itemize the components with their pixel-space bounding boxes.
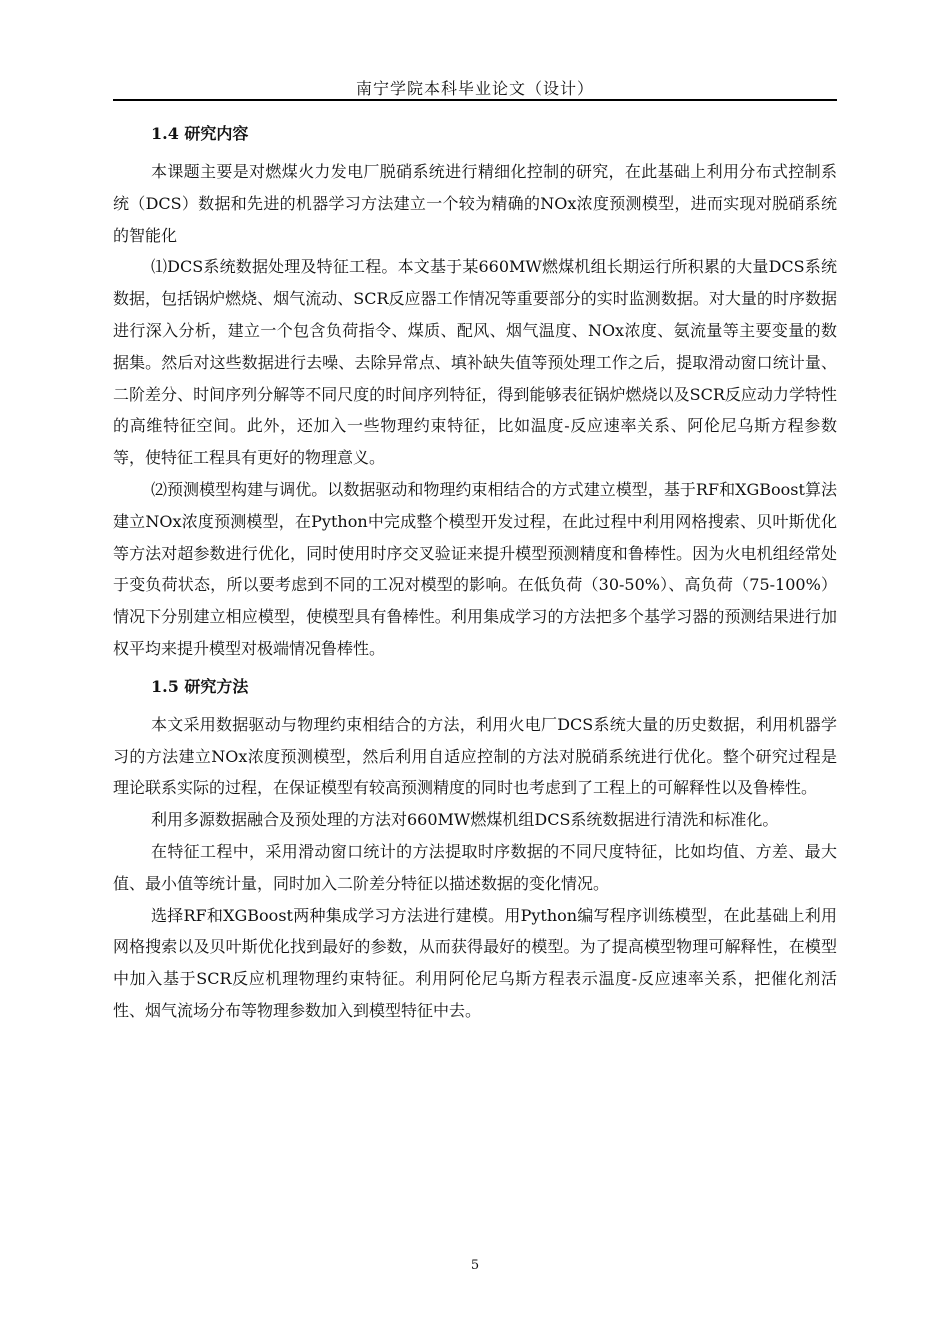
document-body [113, 118, 837, 1027]
section-heading-research-content: 1.4 研究内容 [151, 124, 249, 143]
paragraph: 本文采用数据驱动与物理约束相结合的方法，利用火电厂DCS系统大量的历史数据，利用机器学习的方法建立NOx浓度预测模型，然后利用自适应控制的方法对脱硝系统进行优化。整个研究过程是理论联系实际的过程，在保证模型有较高预测精度的同时也考虑到了工程上的可解释性以及鲁棒性。 [113, 714, 837, 798]
paragraph: 选择RF和XGBoost两种集成学习方法进行建模。用Python编写程序训练模型，在此基础上利用网格搜索以及贝叶斯优化找到最好的参数，从而获得最好的模型。为了提高模型物理可解释性，在模型中加入基于SCR反应机理物理约束特征。利用阿伦尼乌斯方程表示温度-反应速率关系，把催化剂活性、烟气流场分布等物理参数加入到模型特征中去。 [113, 905, 837, 1020]
paragraph: ⑵预测模型构建与调优。以数据驱动和物理约束相结合的方式建立模型，基于RF和XGBoost算法建立NOx浓度预测模型，在Python中完成整个模型开发过程，在此过程中利用网格搜索、贝叶斯优化等方法对超参数进行优化，同时使用时序交叉验证来提升模型预测精度和鲁棒性。因为火电机组经常处于变负荷状态，所以要考虑到不同的工况对模型的影响。在低负荷（30-50%）、高负荷（75-100%）情况下分别建立相应模型，使模型具有鲁棒性。利用集成学习的方法把多个基学习器的预测结果进行加权平均来提升模型对极端情况鲁棒性。 [113, 479, 837, 658]
section-heading-research-methods: 1.5 研究方法 [151, 676, 249, 696]
paragraph: ⑴DCS系统数据处理及特征工程。本文基于某660MW燃煤机组长期运行所积累的大量DCS系统数据，包括锅炉燃烧、烟气流动、SCR反应器工作情况等重要部分的实时监测数据。对大量的时序数据进行深入分析，建立一个包含负荷指令、煤质、配风、烟气温度、NOx浓度、氨流量等主要变量的数据集。然后对这些数据进行去噪、去除异常点、填补缺失值等预处理工作之后，提取滑动窗口统计量、二阶差分、时间序列分解等不同尺度的时间序列特征，得到能够表征锅炉燃烧以及SCR反应动力学特性的高维特征空间。此外，还加入一些物理约束特征，比如温度-反应速率关系、阿伦尼乌斯方程参数等，使特征工程具有更好的物理意义。 [113, 257, 837, 468]
paragraph: 在特征工程中，采用滑动窗口统计的方法提取时序数据的不同尺度特征，比如均值、方差、最大值、最小值等统计量，同时加入二阶差分特征以描述数据的变化情况。 [113, 841, 837, 893]
paragraph: 本课题主要是对燃煤火力发电厂脱硝系统进行精细化控制的研究，在此基础上利用分布式控制系统（DCS）数据和先进的机器学习方法建立一个较为精确的NOx浓度预测模型，进而实现对脱硝系统的智能化 [113, 162, 837, 245]
paragraph: 利用多源数据融合及预处理的方法对660MW燃煤机组DCS系统数据进行清洗和标准化。 [151, 810, 779, 830]
page-number: 5 [470, 1258, 480, 1273]
header-rule [113, 99, 837, 101]
page-header: 南宁学院本科毕业论文（设计） [355, 79, 594, 98]
